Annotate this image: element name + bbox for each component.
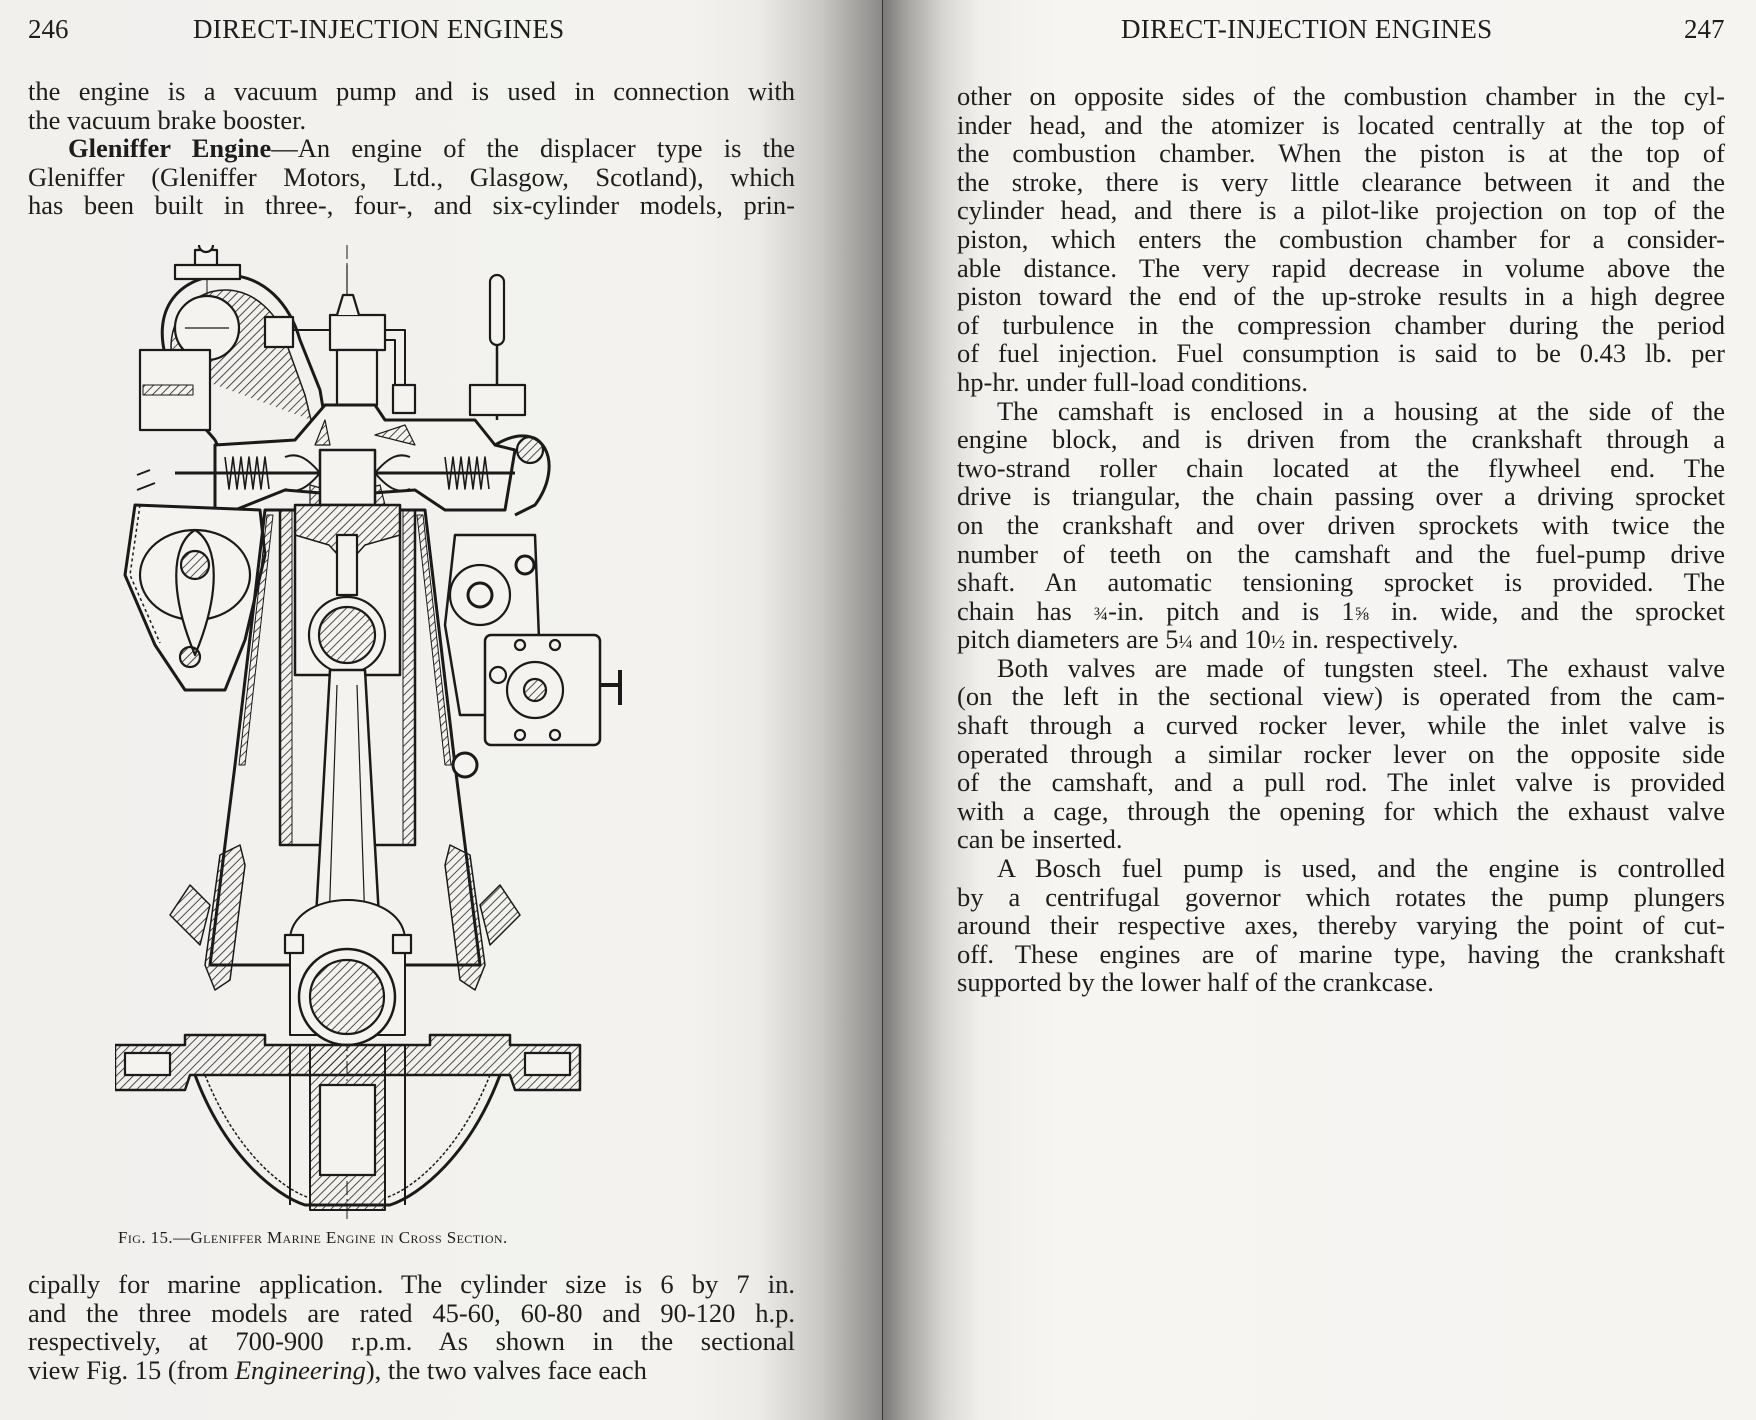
fraction: ½ — [1270, 632, 1285, 654]
text-span: in. wide, and the sprocket — [1368, 595, 1725, 626]
text-line: supported by the lower half of the crankcase. — [957, 967, 1434, 998]
text-line: around their respective axes, thereby varying the point of cut- — [957, 910, 1725, 941]
top-text-block — [28, 77, 795, 220]
text-line: the combustion chamber. When the piston is at the top of — [957, 138, 1725, 169]
text-line — [957, 625, 1725, 654]
fraction: ¾ — [1093, 603, 1109, 625]
text-span: —An engine of the displacer type is the — [271, 133, 795, 164]
text-span: pitch diameters are 5 — [957, 624, 1179, 655]
door-clamp-left — [170, 885, 210, 945]
text-line: the vacuum brake booster. — [28, 104, 307, 135]
text-line: piston toward the end of the up-stroke results in a high degree — [957, 281, 1725, 312]
text-line: shaft through a curved rocker lever, while the inlet valve is — [957, 710, 1725, 741]
text-line: and the three models are rated 45-60, 60-80 and 90-120 h.p. — [28, 1297, 795, 1328]
fraction: ¼ — [1178, 632, 1193, 654]
text-line: other on opposite sides of the combustion chamber in the cyl- — [957, 81, 1725, 111]
text-span: ), the two valves face each — [365, 1354, 647, 1385]
text-line: engine block, and is driven from the crankshaft through a — [957, 424, 1725, 455]
text-span: and 10 — [1192, 624, 1271, 655]
crankcase-door-left — [205, 845, 245, 990]
text-line: able distance. The very rapid decrease in volume above the — [957, 252, 1725, 283]
camshaft — [181, 551, 209, 579]
text-line: the engine is a vacuum pump and is used in connection with — [28, 76, 795, 106]
text-line: the stroke, there is very little clearance between it and the — [957, 166, 1725, 197]
text-line: drive is triangular, the chain passing over a driving sprocket — [957, 481, 1725, 512]
control-knob — [600, 670, 620, 705]
decompression-lever — [490, 275, 504, 345]
engine-cross-section-figure — [115, 245, 715, 1220]
text-line: piston, which enters the combustion chamber for a consider- — [957, 223, 1725, 254]
crankcase-door-right — [445, 845, 485, 990]
text-line: off. These engines are of marine type, having the crankshaft — [957, 938, 1725, 969]
text-line: Gleniffer (Gleniffer Motors, Ltd., Glasgow, Scotland), which — [28, 161, 795, 192]
text-span: in. respectively. — [1285, 624, 1459, 655]
text-line: by a centrifugal governor which rotates the pump plungers — [957, 881, 1725, 912]
text-line: has been built in three-, four-, and six-cylinder models, prin- — [28, 190, 795, 221]
right-text-block — [957, 82, 1725, 997]
caption-prefix: Fig. 15. — [118, 1228, 174, 1247]
paragraph-heading: Gleniffer Engine — [68, 133, 272, 164]
text-line: number of teeth on the camshaft and the fuel-pump drive — [957, 538, 1725, 569]
text-line — [28, 134, 795, 163]
connecting-rod — [315, 670, 380, 935]
right-page — [883, 0, 1756, 1420]
bottom-text-block — [28, 1270, 795, 1384]
text-line: can be inserted. — [957, 824, 1123, 855]
text-span: view Fig. 15 (from — [28, 1354, 235, 1385]
text-line: two-strand roller chain located at the flywheel end. The — [957, 452, 1725, 483]
caption-text: —Gleniffer Marine Engine in Cross Section. — [173, 1228, 508, 1247]
text-line: A Bosch fuel pump is used, and the engine is controlled — [997, 853, 1725, 884]
text-line: of the camshaft, and a pull rod. The inlet valve is provided — [957, 767, 1725, 798]
italic-reference: Engineering — [234, 1354, 366, 1385]
text-line: Both valves are made of tungsten steel. The exhaust valve — [997, 652, 1725, 683]
text-line: The camshaft is enclosed in a housing at the side of the — [997, 395, 1725, 426]
fraction: ⅝ — [1354, 603, 1369, 625]
text-line: cylinder head, and there is a pilot-like projection on top of the — [957, 195, 1725, 226]
atomizer-body — [330, 315, 385, 350]
text-line: inder head, and the atomizer is located centrally at the top of — [957, 109, 1725, 140]
text-line: (on the left in the sectional view) is operated from the cam- — [957, 681, 1725, 712]
text-line: respectively, at 700-900 r.p.m. As shown in the sectional — [28, 1326, 795, 1357]
page-number: 246 — [28, 14, 69, 44]
text-span: -in. pitch and is 1 — [1108, 595, 1355, 626]
text-line: with a cage, through the opening for which the exhaust valve — [957, 795, 1725, 826]
text-line: hp-hr. under full-load conditions. — [957, 366, 1309, 397]
text-line: cipally for marine application. The cylinder size is 6 by 7 in. — [28, 1269, 795, 1299]
running-head: DIRECT-INJECTION ENGINES — [1121, 14, 1493, 44]
text-span: chain has — [957, 595, 1094, 626]
figure-caption — [118, 1228, 508, 1248]
text-line: on the crankshaft and over driven sprockets with twice the — [957, 509, 1725, 540]
combustion-chamber — [320, 450, 375, 505]
text-line: of turbulence in the compression chamber during the period — [957, 309, 1725, 340]
text-line — [28, 1356, 795, 1385]
door-clamp-right — [480, 885, 520, 945]
text-line — [957, 597, 1725, 626]
text-line: of fuel injection. Fuel consumption is said to be 0.43 lb. per — [957, 338, 1725, 369]
text-line: shaft. An automatic tensioning sprocket is provided. The — [957, 567, 1725, 598]
running-head: DIRECT-INJECTION ENGINES — [193, 14, 565, 44]
page-number: 247 — [1684, 14, 1725, 44]
text-line: operated through a similar rocker lever on the opposite side — [957, 738, 1725, 769]
